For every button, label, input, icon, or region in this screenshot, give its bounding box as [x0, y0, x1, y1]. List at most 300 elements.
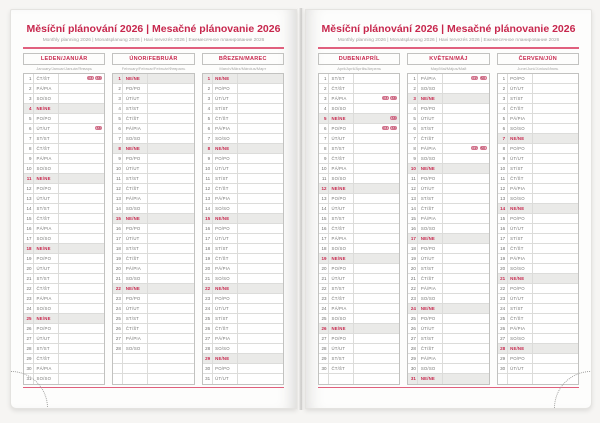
day-number: 1 — [408, 74, 418, 83]
day-row — [498, 94, 578, 104]
day-number: 7 — [408, 134, 418, 143]
day-note-cell — [59, 154, 104, 163]
day-number: 18 — [24, 244, 34, 253]
day-number: 28 — [113, 344, 123, 353]
day-abbrev: ÚT/UT — [508, 154, 533, 163]
day-note-cell — [443, 94, 488, 103]
day-number: 27 — [24, 334, 34, 343]
day-number: 30 — [24, 364, 34, 373]
day-note-cell — [354, 334, 399, 343]
day-note-cell — [443, 154, 488, 163]
day-number: 24 — [319, 304, 329, 313]
holiday-badge-sk-icon: SK — [480, 145, 486, 150]
day-note-cell — [59, 234, 104, 243]
day-abbrev — [123, 354, 148, 363]
day-row — [498, 264, 578, 274]
day-row — [113, 84, 193, 94]
day-row — [408, 304, 488, 314]
day-number: 23 — [408, 294, 418, 303]
day-row — [408, 154, 488, 164]
day-note-cell — [443, 204, 488, 213]
day-note-cell — [533, 134, 578, 143]
day-row — [203, 254, 283, 264]
day-number: 20 — [203, 264, 213, 273]
day-abbrev: SO/SO — [123, 274, 148, 283]
day-row — [24, 194, 104, 204]
day-number: 15 — [113, 214, 123, 223]
day-note-cell — [59, 244, 104, 253]
day-row — [319, 364, 399, 374]
day-abbrev: PO/PO — [34, 114, 59, 123]
day-number: 10 — [408, 164, 418, 173]
day-note-cell — [354, 284, 399, 293]
day-number: 15 — [203, 214, 213, 223]
holiday-badge-sk-icon: SK — [96, 125, 102, 130]
day-number: 20 — [408, 264, 418, 273]
day-note-cell — [354, 134, 399, 143]
day-note-cell — [238, 344, 283, 353]
day-number: 12 — [319, 184, 329, 193]
day-row — [498, 194, 578, 204]
day-row — [113, 114, 193, 124]
day-row — [319, 84, 399, 94]
header-rule — [318, 47, 579, 49]
day-abbrev: ČT/ŠT — [213, 324, 238, 333]
day-number: 30 — [319, 364, 329, 373]
day-abbrev: ÚT/UT — [329, 344, 354, 353]
day-row — [319, 214, 399, 224]
day-number: 8 — [113, 144, 123, 153]
day-row — [203, 224, 283, 234]
day-note-cell — [533, 84, 578, 93]
day-abbrev: ČT/ŠT — [34, 354, 59, 363]
day-note-cell — [148, 184, 193, 193]
day-number: 17 — [24, 234, 34, 243]
day-abbrev: PO/PO — [34, 324, 59, 333]
day-row — [113, 184, 193, 194]
holiday-badge-sk-icon: SK — [96, 75, 102, 80]
month-name: BŘEZEN/MAREC — [202, 53, 284, 65]
day-number: 14 — [203, 204, 213, 213]
day-row — [319, 274, 399, 284]
day-row — [24, 204, 104, 214]
day-note-cell — [238, 374, 283, 384]
day-abbrev: PO/PO — [508, 214, 533, 223]
day-row — [408, 204, 488, 214]
month-subtitle: April/April/Április/Апрель — [337, 66, 382, 71]
day-note-cell — [443, 194, 488, 203]
day-note-cell — [354, 354, 399, 363]
day-number: 13 — [319, 194, 329, 203]
holiday-badge-sk-icon: SK — [480, 75, 486, 80]
day-row — [203, 264, 283, 274]
day-row — [319, 224, 399, 234]
day-abbrev: ÚT/UT — [34, 194, 59, 203]
day-row — [203, 344, 283, 354]
day-row — [498, 184, 578, 194]
month-subtitle: June/Juni/Június/Июнь — [517, 66, 559, 71]
day-abbrev: ČT/ŠT — [34, 74, 59, 83]
day-number: 4 — [498, 104, 508, 113]
day-note-cell — [533, 144, 578, 153]
day-number: 6 — [203, 124, 213, 133]
day-number: 1 — [203, 74, 213, 83]
day-row — [498, 314, 578, 324]
day-number: 19 — [408, 254, 418, 263]
day-number: 18 — [203, 244, 213, 253]
day-note-cell — [354, 164, 399, 173]
day-row — [113, 234, 193, 244]
day-number: 12 — [24, 184, 34, 193]
day-note-cell — [354, 374, 399, 384]
day-row — [498, 244, 578, 254]
day-note-cell — [238, 84, 283, 93]
day-row — [408, 164, 488, 174]
day-note-cell — [148, 204, 193, 213]
day-abbrev: ČT/ŠT — [418, 134, 443, 143]
day-row — [498, 84, 578, 94]
day-row — [203, 74, 283, 84]
day-abbrev: ÚT/UT — [329, 204, 354, 213]
day-abbrev: ST/ST — [34, 204, 59, 213]
day-abbrev: NE/NE — [418, 94, 443, 103]
day-abbrev: ČT/ŠT — [123, 184, 148, 193]
day-row — [24, 354, 104, 364]
day-row — [408, 174, 488, 184]
day-row — [408, 84, 488, 94]
day-abbrev: PO/PO — [123, 294, 148, 303]
day-number: 27 — [408, 334, 418, 343]
day-number: 12 — [408, 184, 418, 193]
day-abbrev: ČT/ŠT — [34, 144, 59, 153]
day-row — [408, 94, 488, 104]
day-note-cell — [443, 224, 488, 233]
day-abbrev: NE/NE — [34, 104, 59, 113]
day-number: 13 — [113, 194, 123, 203]
day-row — [24, 214, 104, 224]
day-row — [408, 244, 488, 254]
day-row — [24, 114, 104, 124]
day-note-cell — [148, 234, 193, 243]
day-row — [498, 324, 578, 334]
day-abbrev: NE/NE — [329, 184, 354, 193]
day-note-cell — [148, 274, 193, 283]
day-note-cell — [238, 204, 283, 213]
day-note-cell — [443, 274, 488, 283]
day-note-cell — [443, 324, 488, 333]
day-abbrev: ÚT/UT — [34, 264, 59, 273]
day-row — [113, 304, 193, 314]
day-row — [408, 364, 488, 374]
day-row — [203, 174, 283, 184]
day-note-cell — [148, 364, 193, 373]
month-subtitle: May/Mai/Május/Май — [430, 66, 467, 71]
day-note-cell — [238, 154, 283, 163]
day-abbrev: NE/NE — [34, 174, 59, 183]
day-note-cell — [238, 104, 283, 113]
day-row — [319, 74, 399, 84]
day-note-cell — [533, 324, 578, 333]
month-grid — [407, 73, 489, 385]
day-note-cell — [148, 174, 193, 183]
day-note-cell — [59, 144, 104, 153]
day-number: 21 — [408, 274, 418, 283]
day-note-cell — [443, 174, 488, 183]
day-abbrev: ČT/ŠT — [213, 184, 238, 193]
day-abbrev: NE/NE — [329, 254, 354, 263]
day-number: 2 — [113, 84, 123, 93]
day-number: 28 — [319, 344, 329, 353]
day-number: 23 — [319, 294, 329, 303]
day-row — [319, 264, 399, 274]
month-column — [407, 53, 489, 385]
day-number: 25 — [319, 314, 329, 323]
day-number: 5 — [408, 114, 418, 123]
day-abbrev: NE/NE — [508, 204, 533, 213]
day-abbrev: SO/SO — [34, 374, 59, 384]
day-row — [24, 334, 104, 344]
day-number: 15 — [498, 214, 508, 223]
day-abbrev — [123, 374, 148, 384]
day-abbrev: ÚT/UT — [418, 114, 443, 123]
day-number: 14 — [498, 204, 508, 213]
day-note-cell — [148, 254, 193, 263]
day-row — [408, 324, 488, 334]
day-note-cell — [238, 174, 283, 183]
day-number: 3 — [203, 94, 213, 103]
day-abbrev: ÚT/UT — [508, 294, 533, 303]
day-number: 2 — [408, 84, 418, 93]
day-number: 5 — [319, 114, 329, 123]
day-note-cell — [354, 104, 399, 113]
day-abbrev: ČT/ŠT — [213, 114, 238, 123]
day-row — [203, 154, 283, 164]
day-abbrev: PO/PO — [213, 224, 238, 233]
day-number: 18 — [113, 244, 123, 253]
day-note-cell — [533, 194, 578, 203]
day-row — [408, 124, 488, 134]
day-abbrev: SO/SO — [123, 344, 148, 353]
day-row — [319, 204, 399, 214]
day-note-cell — [354, 324, 399, 333]
day-row — [203, 354, 283, 364]
day-number: 26 — [203, 324, 213, 333]
day-abbrev: ČT/ŠT — [123, 114, 148, 123]
day-number: 8 — [319, 144, 329, 153]
day-number: 4 — [24, 104, 34, 113]
month-name: ČERVEN/JÚN — [497, 53, 579, 65]
day-abbrev: ST/ST — [329, 214, 354, 223]
day-row — [203, 164, 283, 174]
day-number: 22 — [319, 284, 329, 293]
day-number: 18 — [408, 244, 418, 253]
day-note-cell — [59, 274, 104, 283]
day-row — [113, 324, 193, 334]
day-row — [408, 264, 488, 274]
day-row — [408, 114, 488, 124]
day-number: 19 — [203, 254, 213, 263]
day-abbrev: SO/SO — [213, 134, 238, 143]
day-note-cell — [59, 254, 104, 263]
day-number: 13 — [24, 194, 34, 203]
day-note-cell — [238, 94, 283, 103]
day-abbrev: NE/NE — [418, 234, 443, 243]
day-note-cell — [238, 364, 283, 373]
day-number: 6 — [113, 124, 123, 133]
day-number: 7 — [203, 134, 213, 143]
day-note-cell — [533, 224, 578, 233]
day-abbrev: ÚT/UT — [213, 94, 238, 103]
day-row — [113, 144, 193, 154]
day-number: 20 — [498, 264, 508, 273]
day-abbrev: ST/ST — [123, 244, 148, 253]
day-abbrev: NE/NE — [213, 214, 238, 223]
day-row — [113, 74, 193, 84]
day-number: 11 — [498, 174, 508, 183]
day-row — [113, 244, 193, 254]
day-row — [24, 104, 104, 114]
day-abbrev: ČT/ŠT — [508, 104, 533, 113]
day-note-cell — [238, 314, 283, 323]
day-note-cell — [354, 154, 399, 163]
day-number: 12 — [203, 184, 213, 193]
day-note-cell — [238, 274, 283, 283]
day-note-cell — [354, 364, 399, 373]
day-abbrev: ČT/ŠT — [213, 254, 238, 263]
day-abbrev: NE/NE — [213, 284, 238, 293]
day-note-cell — [238, 144, 283, 153]
day-row — [203, 234, 283, 244]
day-note-cell — [59, 364, 104, 373]
day-row — [498, 224, 578, 234]
day-row — [203, 104, 283, 114]
day-row — [203, 94, 283, 104]
day-row — [203, 124, 283, 134]
day-abbrev: PO/PO — [329, 124, 354, 133]
day-number: 13 — [498, 194, 508, 203]
day-number: 17 — [319, 234, 329, 243]
day-note-cell — [238, 114, 283, 123]
day-note-cell — [148, 344, 193, 353]
day-number: 14 — [113, 204, 123, 213]
day-number: 25 — [498, 314, 508, 323]
day-note-cell — [59, 314, 104, 323]
day-abbrev: NE/NE — [213, 74, 238, 83]
day-note-cell — [443, 214, 488, 223]
day-number: 19 — [498, 254, 508, 263]
day-row — [203, 304, 283, 314]
day-number: 17 — [113, 234, 123, 243]
day-note-cell — [354, 74, 399, 83]
day-number: 7 — [319, 134, 329, 143]
day-note-cell — [354, 144, 399, 153]
day-note-cell — [354, 254, 399, 263]
day-note-cell — [533, 334, 578, 343]
day-abbrev: PÁ/PIA — [213, 124, 238, 133]
day-note-cell — [238, 294, 283, 303]
day-abbrev: NE/NE — [123, 214, 148, 223]
day-row — [498, 334, 578, 344]
day-row — [319, 114, 399, 124]
day-abbrev: SO/SO — [508, 264, 533, 273]
day-row — [408, 274, 488, 284]
day-abbrev: PÁ/PIA — [123, 194, 148, 203]
day-abbrev: PO/PO — [34, 184, 59, 193]
day-number: 12 — [113, 184, 123, 193]
day-number: 29 — [24, 354, 34, 363]
day-row — [498, 254, 578, 264]
day-row — [498, 164, 578, 174]
day-number: 10 — [24, 164, 34, 173]
day-abbrev: ST/ST — [508, 304, 533, 313]
day-note-cell — [238, 214, 283, 223]
month-grid — [497, 73, 579, 385]
day-note-cell — [533, 304, 578, 313]
day-abbrev: SO/SO — [213, 344, 238, 353]
day-note-cell — [148, 324, 193, 333]
day-note-cell — [443, 74, 488, 83]
day-row — [203, 334, 283, 344]
footer-rule — [318, 387, 579, 389]
day-note-cell — [59, 164, 104, 173]
day-number: 23 — [24, 294, 34, 303]
day-row — [408, 314, 488, 324]
day-row — [319, 184, 399, 194]
day-note-cell — [533, 294, 578, 303]
day-abbrev: NE/NE — [213, 144, 238, 153]
day-abbrev: PÁ/PIA — [329, 234, 354, 243]
day-note-cell — [59, 354, 104, 363]
day-number: 7 — [113, 134, 123, 143]
day-abbrev: PÁ/PIA — [123, 124, 148, 133]
day-number: 5 — [498, 114, 508, 123]
month-name: KVĚTEN/MÁJ — [407, 53, 489, 65]
day-abbrev: SO/SO — [213, 204, 238, 213]
day-abbrev: ST/ST — [213, 314, 238, 323]
page-subtitle: Monthly planning 2026 | Monatsplanung 2026 | Havi tervezés 2026 | Ежемесячное планирование 2026 — [337, 37, 560, 43]
day-number: 22 — [203, 284, 213, 293]
day-note-cell — [354, 184, 399, 193]
day-note-cell — [238, 134, 283, 143]
day-abbrev: NE/NE — [123, 144, 148, 153]
day-note-cell — [238, 264, 283, 273]
day-row — [113, 204, 193, 214]
month-grid — [202, 73, 284, 385]
day-note-cell — [148, 164, 193, 173]
day-note-cell — [533, 214, 578, 223]
day-note-cell — [443, 134, 488, 143]
day-note-cell — [533, 354, 578, 363]
day-abbrev: ÚT/UT — [34, 124, 59, 133]
day-note-cell — [59, 294, 104, 303]
day-number: 4 — [113, 104, 123, 113]
day-note-cell — [533, 94, 578, 103]
day-row — [203, 184, 283, 194]
day-number: 17 — [498, 234, 508, 243]
day-number: 20 — [24, 264, 34, 273]
day-note-cell — [354, 274, 399, 283]
day-note-cell — [533, 254, 578, 263]
day-number: 29 — [498, 354, 508, 363]
day-number: 11 — [113, 174, 123, 183]
day-note-cell — [59, 174, 104, 183]
day-abbrev: ST/ST — [123, 314, 148, 323]
day-note-cell — [533, 114, 578, 123]
month-grid — [318, 73, 400, 385]
day-note-cell — [148, 194, 193, 203]
day-abbrev: PÁ/PIA — [34, 224, 59, 233]
day-row — [319, 124, 399, 134]
